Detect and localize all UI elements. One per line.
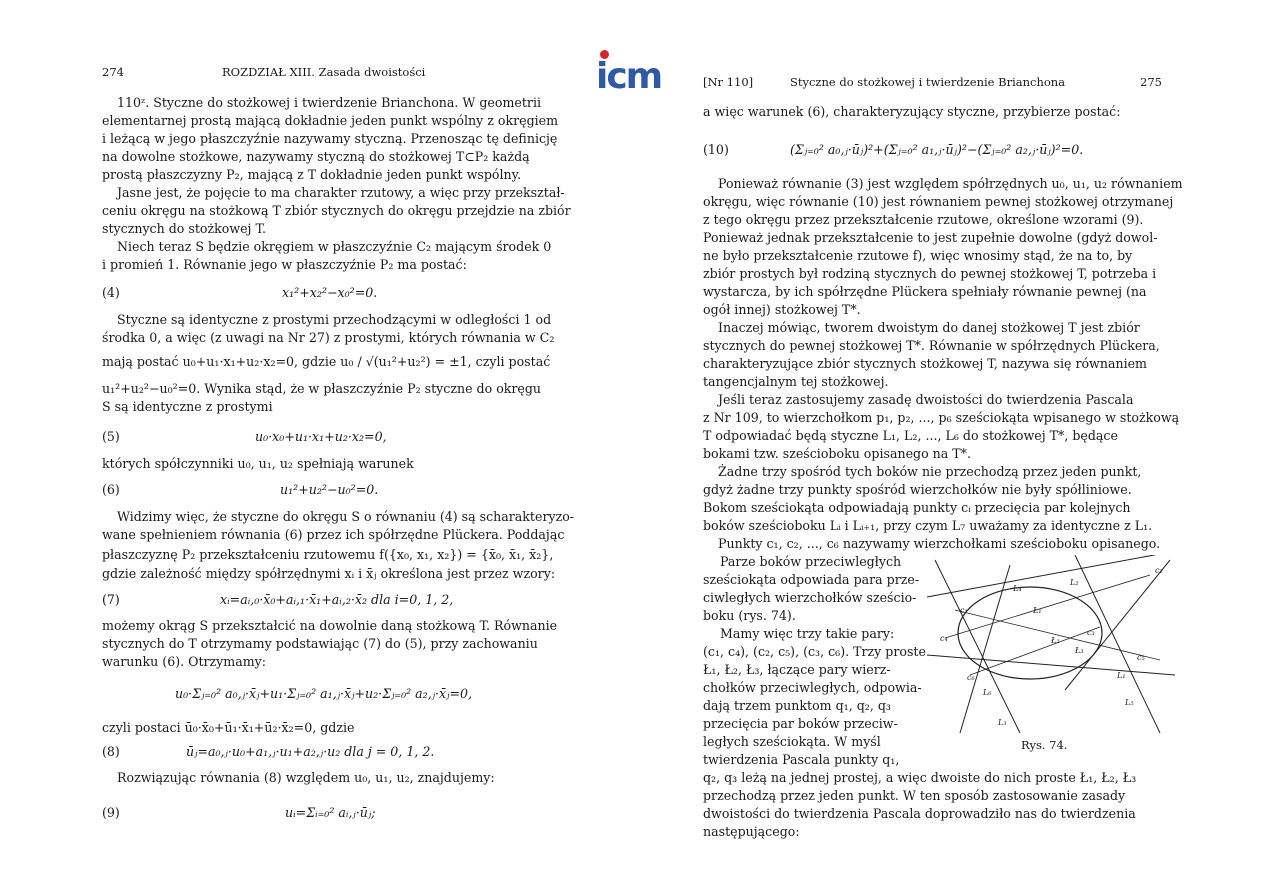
text-line: Niech teraz S będzie okręgiem w płaszczyźnie C₂ mającym środek 0 [117,239,552,254]
diagonal-line [955,610,1160,660]
text-line: stycznych do pewnej stożkowej T*. Równanie w spółrzędnych Plückera, [703,338,1160,353]
label-L3: L₃ [998,718,1007,727]
text-line: warunku (6). Otrzymamy: [102,654,267,669]
text-line: ne było przekształcenie rzutowe f), więc wnosimy stąd, że na to, by [703,248,1133,263]
side-line [927,555,1165,597]
text-line: gdzie zależność między spółrzędnymi xᵢ i x̄ⱼ określona jest przez wzory: [102,566,556,581]
label-L6: L₆ [983,688,992,697]
equation-number: (10) [703,142,729,157]
text-line: czyli postaci ū₀·x̄₀+ū₁·x̄₁+ū₂·x̄₂=0, gdzie [102,720,355,735]
text-line: Rozwiązując równania (8) względem u₀, u₁, u₂, znajdujemy: [117,770,495,785]
text-line: okręgu, więc równanie (10) jest równaniem pewnej stożkowej otrzymanej [703,194,1174,209]
text-line: Widzimy więc, że styczne do okręgu S o równaniu (4) są scharakteryzo- [117,509,575,524]
text-line: ceniu okręgu na stożkową T zbiór stycznych do okręgu przejdzie na zbiór [102,203,571,218]
text-line: S są identyczne z prostymi [102,399,273,414]
label-Ł3: Ł₃ [1075,646,1084,655]
equation: x₁²+x₂²−x₀²=0. [282,285,378,300]
label-Ł2: Ł₂ [1051,636,1060,645]
text-line: Ponieważ jednak przekształcenie to jest zupełnie dowolne (gdyż dowol- [703,230,1158,245]
equation-number: (9) [102,805,120,820]
label-Ł1: Ł₁ [1033,606,1042,615]
text-line: Punkty c₁, c₂, ..., c₆ nazywamy wierzchołkami sześcioboku opisanego. [718,536,1161,551]
label-L1: L₁ [1117,671,1126,680]
text-line: przecięcia par boków przeciw- [703,716,898,731]
equation: uᵢ=Σᵢ₌₀² aᵢ,ⱼ·ūⱼ; [285,805,376,820]
equation-number: (5) [102,429,120,444]
label-c2: c₂ [1155,566,1163,575]
right-page-number: 275 [1140,75,1162,89]
text-line: gdyż żadne trzy punkty spośród wierzchołków nie były spółliniowe. [703,482,1132,497]
text-line: i promień 1. Równanie jego w płaszczyźnie P₂ ma postać: [102,257,467,272]
label-L5: L₅ [1125,698,1134,707]
text-line: ciwległych wierzchołków sześcio- [703,590,917,605]
text-line: przechodzą przez jeden punkt. W ten sposób zastosowanie zasady [703,788,1126,803]
right-section-number: [Nr 110] [703,75,754,89]
text-line: których spółczynniki u₀, u₁, u₂ spełniają warunek [102,456,414,471]
equation: xᵢ=aᵢ,₀·x̄₀+aᵢ,₁·x̄₁+aᵢ,₂·x̄₂ dla i=0, 1, 2, [220,592,454,607]
text-line: wane spełnieniem równania (6) przez ich spółrzędne Plückera. Poddając [102,527,565,542]
equation-number: (7) [102,592,120,607]
text-line: Inaczej mówiąc, tworem dwoistym do danej stożkowej T jest zbiór [718,320,1140,335]
text-line: Jeśli teraz zastosujemy zasadę dwoistości do twierdzenia Pascala [718,392,1134,407]
label-c3: c₃ [1087,628,1095,637]
equation: (Σⱼ₌₀² a₀,ⱼ·ūⱼ)²+(Σⱼ₌₀² a₁,ⱼ·ūⱼ)²−(Σⱼ₌₀² a₂,ⱼ·ūⱼ)²=0. [790,142,1084,157]
text-line: płaszczyznę P₂ przekształceniu rzutowemu f({x₀, x₁, x₂}) = {x̄₀, x̄₁, x̄₂}, [102,547,554,562]
label-c6: c₆ [967,673,975,682]
text-line: stycznych do stożkowej T. [102,221,267,236]
text-line: twierdzenia Pascala punkty q₁, [703,752,900,767]
label-c4: c₄ [940,634,948,643]
equation: u₀·Σⱼ₌₀² a₀,ⱼ·x̄ⱼ+u₁·Σⱼ₌₀² a₁,ⱼ·x̄ⱼ+u₂·Σⱼ₌₀² a₂,ⱼ·x̄ⱼ=0, [175,686,473,701]
text-line: dają trzem punktom q₁, q₂, q₃ [703,698,891,713]
text-line: z tego okręgu przez przekształcenie rzutowe, określone wzorami (9). [703,212,1144,227]
text-line: u₁²+u₂²−u₀²=0. Wynika stąd, że w płaszczyźnie P₂ styczne do okręgu [102,381,542,396]
left-running-head: ROZDZIAŁ XIII. Zasada dwoistości [222,65,426,79]
text-line: Parze boków przeciwległych [720,554,902,569]
text-line: na dowolne stożkowe, nazywamy styczną do stożkowej T⊂P₂ każdą [102,149,530,164]
text-line: zbiór prostych był rodziną stycznych do pewnej stożkowej T, potrzeba i [703,266,1157,281]
text-line: prostą płaszczyzny P₂, mającą z T dokładnie jeden punkt wspólny. [102,167,522,182]
side-line [935,560,1020,733]
left-page [0,0,620,894]
text-line: tangencjalnym tej stożkowej. [703,374,889,389]
label-L4: L₄ [1013,584,1022,593]
text-line: Jasne jest, że pojęcie to ma charakter rzutowy, a więc przy przekształ- [117,185,565,200]
equation-number: (4) [102,285,120,300]
text-line: ległych sześciokąta. W myśl [703,734,881,749]
text-line: wystarcza, by ich spółrzędne Plückera spełniały równanie pewnej (na [703,284,1147,299]
left-page-number: 274 [102,65,124,79]
side-line [1075,555,1160,733]
conic-ellipse [958,587,1102,679]
equation-number: (6) [102,482,120,497]
text-line: Żadne trzy spośród tych boków nie przechodzą przez jeden punkt, [718,464,1142,479]
text-line: z Nr 109, to wierzchołkom p₁, p₂, ..., p₆ sześciokąta wpisanego w stożkową [703,410,1180,425]
text-line: następującego: [703,824,800,839]
text-line: ogół innej) stożkowej T*. [703,302,861,317]
text-line: T odpowiadać będą styczne L₁, L₂, ..., L₆ do stożkowej T*, będące [703,428,1118,443]
text-line: stycznych do T otrzymamy podstawiając (7) do (5), przy zachowaniu [102,636,538,651]
diagonal-line [945,575,1150,638]
text-line: elementarnej prostą mającą dokładnie jeden punkt wspólny z okręgiem [102,113,559,128]
right-page [640,0,1263,894]
label-c5: c₅ [1137,653,1145,662]
right-running-head: Styczne do stożkowej i twierdzenie Brianchona [790,75,1066,89]
text-line: Ponieważ równanie (3) jest względem spółrzędnych u₀, u₁, u₂ równaniem [718,176,1183,191]
text-line: a więc warunek (6), charakteryzujący styczne, przybierze postać: [703,104,1121,119]
text-line: bokami tzw. sześcioboku opisanego na T*. [703,446,971,461]
section-heading-line: 110ᶻ. Styczne do stożkowej i twierdzenie Brianchona. W geometrii [117,95,541,110]
text-line: Ł₁, Ł₂, Ł₃, łączące pary wierz- [703,662,891,677]
logo-letters: icm [596,56,662,97]
text-line: mają postać u₀+u₁·x₁+u₂·x₂=0, gdzie u₀ / √(u₁²+u₂²) = ±1, czyli postać [102,354,551,369]
label-L2: L₂ [1070,578,1079,587]
text-line: boków sześcioboku Lᵢ i Lᵢ₊₁, przy czym L₇ uważamy za identyczne z L₁. [703,518,1153,533]
equation: u₁²+u₂²−u₀²=0. [280,482,379,497]
side-line [960,565,1010,733]
text-line: (c₁, c₄), (c₂, c₅), (c₃, c₆). Trzy proste [703,644,926,659]
text-line: możemy okrąg S przekształcić na dowolnie daną stożkową T. Równanie [102,618,558,633]
text-line: sześciokąta odpowiada para prze- [703,572,920,587]
text-line: charakteryzujące zbiór stycznych stożkowej T, nazywa się równaniem [703,356,1147,371]
text-line: Styczne są identyczne z prostymi przechodzącymi w odległości 1 od [117,312,552,327]
equation: u₀·x₀+u₁·x₁+u₂·x₂=0, [255,429,387,444]
text-line: środka 0, a więc (z uwagi na Nr 27) z prostymi, których równania w C₂ [102,330,555,345]
text-line: Bokom sześciokąta odpowiadają punkty cᵢ przecięcia par kolejnych [703,500,1131,515]
figure-caption: Rys. 74. [1021,738,1068,752]
text-line: boku (rys. 74). [703,608,796,623]
figure-74-hexagon [925,555,1190,735]
label-c1: c₁ [960,606,968,615]
equation: ūⱼ=a₀,ⱼ·u₀+a₁,ⱼ·u₁+a₂,ⱼ·u₂ dla j = 0, 1, 2. [186,744,435,759]
text-line: i leżącą w jego płaszczyźnie nazywamy styczną. Przenosząc tę definicję [102,131,558,146]
text-line: q₂, q₃ leżą na jednej prostej, a więc dwoiste do nich proste Ł₁, Ł₂, Ł₃ [703,770,1137,785]
text-line: Mamy więc trzy takie pary: [720,626,895,641]
text-line: chołków przeciwległych, odpowia- [703,680,922,695]
text-line: dwoistości do twierdzenia Pascala doprowadziło nas do twierdzenia [703,806,1136,821]
equation-number: (8) [102,744,120,759]
